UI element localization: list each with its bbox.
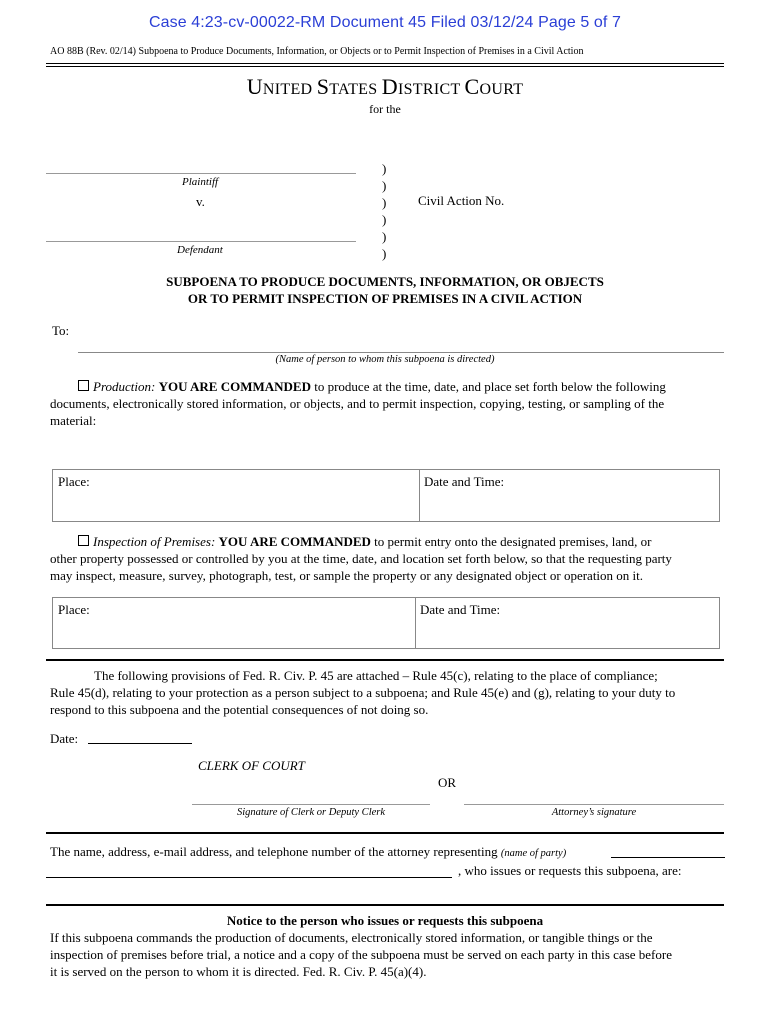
inspection-box-divider	[415, 598, 416, 648]
production-box-divider	[419, 470, 420, 521]
production-date-time-label[interactable]: Date and Time:	[424, 474, 505, 489]
recipient-name-line[interactable]	[78, 352, 724, 353]
production-paragraph: Production: YOU ARE COMMANDED to produce at the time, date, and place set forth below the following documents, electronically stored information, or objects, and to permit inspection, copying, testing, or sampling of the material:	[50, 379, 666, 428]
inspection-place-label[interactable]: Place:	[58, 602, 90, 617]
provisions-paragraph: The following provisions of Fed. R. Civ. P. 45 are attached – Rule 45(c), relating to the place of compliance; Rule 45(d), relating to your protection as a person subject to a subpoena; and Rule 45(e) and (g), relating to your duty to respond to this subpoena and the potential consequences of not doing so.	[50, 668, 676, 717]
defendant-label: Defendant	[177, 244, 223, 256]
to-label: To:	[52, 323, 70, 338]
court-title: UNITED STATES DISTRICT COURT	[246, 74, 524, 99]
inspection-place-box	[52, 597, 720, 649]
section-rule-1	[46, 659, 724, 661]
plaintiff-label: Plaintiff	[182, 176, 219, 188]
clerk-of-court: CLERK OF COURT	[198, 758, 305, 773]
case-stamp: Case 4:23-cv-00022-RM Document 45 Filed 03/12/24 Page 5 of 7	[148, 14, 622, 31]
inspection-paragraph: Inspection of Premises: YOU ARE COMMANDED to permit entry onto the designated premises, land, or other property possessed or controlled by you at the time, date, and location set forth below, so that the requesting party may inspect, measure, survey, photograph, test, or sample the property or any designated object or operation on it.	[50, 534, 672, 583]
versus: v.	[196, 194, 205, 209]
attorney-signature-caption: Attorney’s signature	[551, 807, 637, 818]
caption-parens: ) ) ) ) ) )	[382, 161, 387, 261]
subpoena-title: SUBPOENA TO PRODUCE DOCUMENTS, INFORMATION, OR OBJECTS OR TO PERMIT INSPECTION OF PREMISES IN A CIVIL ACTION	[166, 274, 604, 306]
header-rule	[46, 63, 724, 64]
header-rule-2	[46, 66, 724, 67]
for-the: for the	[369, 102, 401, 116]
defendant-line[interactable]	[46, 241, 356, 242]
inspection-checkbox[interactable]	[78, 535, 89, 546]
notice-heading: Notice to the person who issues or requests this subpoena	[226, 913, 544, 928]
production-place-label[interactable]: Place:	[58, 474, 90, 489]
plaintiff-line[interactable]	[46, 173, 356, 174]
production-place-box	[52, 469, 720, 522]
attorney-info-line2: , who issues or requests this subpoena, are:	[458, 863, 682, 878]
clerk-signature-caption: Signature of Clerk or Deputy Clerk	[236, 807, 386, 818]
section-rule-2	[46, 832, 724, 834]
attorney-info-line[interactable]	[46, 877, 452, 878]
clerk-signature-line[interactable]	[192, 804, 430, 805]
civil-action-label: Civil Action No.	[418, 193, 505, 208]
recipient-caption: (Name of person to whom this subpoena is directed)	[275, 354, 495, 365]
section-rule-3	[46, 904, 724, 906]
production-checkbox[interactable]	[78, 380, 89, 391]
inspection-date-time-label[interactable]: Date and Time:	[420, 602, 501, 617]
form-number: AO 88B (Rev. 02/14) Subpoena to Produce Documents, Information, or Objects or to Permit Inspection of Premises in a Civil Action	[50, 46, 584, 57]
or-label: OR	[438, 775, 457, 790]
attorney-signature-line[interactable]	[464, 804, 724, 805]
party-name-line[interactable]	[611, 857, 725, 858]
date-label: Date:	[50, 731, 79, 746]
date-line[interactable]	[88, 743, 192, 744]
notice-paragraph: If this subpoena commands the production of documents, electronically stored information, or tangible things or the inspection of premises before trial, a notice and a copy of the subpoena must be served on each party in this case before it is served on the person to whom it is directed. Fed. R. Civ. P. 45(a)(4).	[50, 930, 672, 979]
attorney-info-line1: The name, address, e-mail address, and telephone number of the attorney representing (name of party)	[50, 844, 567, 859]
